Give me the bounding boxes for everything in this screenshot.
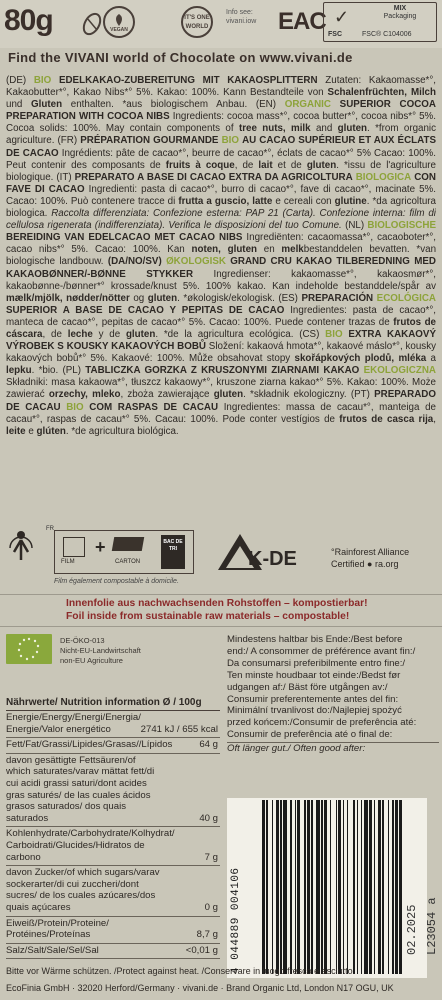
film-label: FILM bbox=[61, 559, 75, 565]
ingredients-paragraph: (DE) BIO EDELKAKAO-ZUBEREITUNG MIT KAKAOSPLITTERN Zutaten: Kakaomasse*°, Kakaobutter*°, Kakao Nibs*° 5%. Kakao: 100%. Kann Bestandteile von Schalenfrüchten, Milch und Gluten enthalten. *aus biologischem Anbau. (EN) ORGANIC SUPERIOR COCOA PREPARATION WITH COCOA NIBS Ingredients: cocoa mass*°, cocoa butter*°, cocoa nibs*° 5%. Cocoa solids: 100%. May contain components of tree nuts, milk and gluten. *from organic agriculture. (FR) PRÉPARATION GOURMANDE BIO AU CACAO SUPÉRIEUR ET AUX ÉCLATS DE CACAO Ingrédients: pâte de cacao*°, beurre de cacao*°, éclats de cacao*° 5% Cacao: 100%. Peut contenir des composants de fruits à coque, de lait et de gluten. *issu de l'agriculture biologique. (IT) PREPARATO A BASE DI CACAO EXTRA DA AGRICOLTURA BIOLOGICA CON FAVE DI CACAO Ingredienti: pasta di cacao*°, burro di cacao*°, fave di cacao*°, macinate 5%. Cacao: 100%. Può contenere tracce di frutta a guscio, latte e cereali con glutine. *da agricoltura biologica. Raccolta differenziata: Confezione esterna: PAP 21 (Carta). Confezione interna: film di cellulosa rigenerata (indifferenziata). Verifica le disposizioni del tuo Comune. (NL) BIOLOGISCHE BEREIDING VAN EDELCACAO MET CACAO NIBS Ingrediënten: cacaomassa*°, cacaoboter*°, cacao nibs*° 5%. Cacao: 100%. Kan noten, gluten en melkbestanddelen bevatten. *van biologische landbouw. (DA/NO/SV) ØKOLOGISK GRAND CRU KAKAO TILBEREDNING MED KAKAOBØNNER/-BØNNE STYKKER Ingredienser: kakaomasse*°, kakaosmør*°, kakaobønne-/bønner*° krossade/knust 5%. 100% kakao. Kan indeholde bestanddele/spår av mælk/mjölk, nødder/nötter og gluten. *økologisk/ekologisk. (ES) PREPARACIÓN ECOLÓGICA SUPERIOR A BASE DE CACAO Y PEPITAS DE CACAO Ingredientes: pasta de cacao*°, manteca de cacao*°, pepitas de cacao*° 5%. Cacao: 100%. Puede contener trazas de frutos de cáscara, de leche y de gluten. *de la agricultura ecológica. (CS) BIO EXTRA KAKAOVÝ VÝROBEK S KOUSKY KAKAOVÝCH BOBŮ Složení: kakaová hmota*°, kakaové máslo*°, kousky kakaových bobů*° 5%. Kakaové: 100%. Může obsahovat stopy skořápkových plodů, mléka a lepku. *bio. (PL) TABLICZKA GORZKA Z KRUSZONYMI ZIARNAMI KAKAO EKOLOGICZNA Składniki: masa kakaowa*°, tłuszcz kakaowy*°, kruszone ziarna kakao*° 5%. Kakao: 100%. Może zawierać orzechy, mleko, zboża zawierające gluten. *składnik ekologiczny. (PT) PREPARADO DE CACAU BIO COM RASPAS DE CACAU Ingredientes: massa de cacau*°, manteiga de cacau*°, raspas de cacau*° 5%. Cacau: 100%. Pode conter vestígios de frutos de casca rija, leite e glúten. *de agricultura biológica. bbox=[6, 75, 436, 437]
barcode-bar bbox=[290, 800, 291, 974]
vegan-label: VEGAN bbox=[110, 27, 128, 33]
barcode-bar bbox=[304, 800, 305, 974]
nutrition-header: Nährwerte/ Nutrition information Ø / 100g bbox=[6, 697, 220, 711]
film-compost-note: Film également compostable à domicile. bbox=[54, 578, 179, 585]
barcode-bar bbox=[357, 800, 358, 974]
best-before-lines bbox=[227, 634, 439, 741]
lot-number: L23054 a bbox=[425, 897, 439, 955]
barcode-bar bbox=[347, 800, 348, 974]
barcode-bar bbox=[276, 800, 279, 974]
best-before-line: Minimální trvanlivost do:/Najlepiej spożyć bbox=[227, 705, 402, 717]
nutrition-label: Kohlenhydrate/Carbohydrate/Kolhydrat/ Carboidrati/Glucides/Hidratos de carbono bbox=[6, 828, 175, 863]
barcode-bar bbox=[361, 800, 362, 974]
barcode-bar bbox=[388, 800, 389, 974]
one-world-logo: IT'S ONE WORLD bbox=[181, 6, 213, 38]
barcode-bar bbox=[297, 800, 300, 974]
film-icon bbox=[63, 537, 85, 557]
info-see-label: Info see: bbox=[226, 9, 253, 16]
nutrition-row bbox=[6, 827, 220, 866]
barcode-number: 4 044889 004106 bbox=[230, 867, 242, 974]
website-tagline: Find the VIVANI world of Chocolate on www.vivani.de bbox=[8, 50, 353, 65]
best-before-date: 02.2025 bbox=[405, 904, 419, 955]
vegan-logo bbox=[103, 6, 135, 38]
barcode-bar bbox=[295, 800, 296, 974]
nutrition-value: 7 g bbox=[204, 851, 218, 863]
recycling-infobox bbox=[54, 530, 194, 574]
barcode-bar bbox=[374, 800, 375, 974]
best-before-text bbox=[227, 634, 439, 755]
barcode-bar bbox=[378, 800, 381, 974]
kde-mark: K-DE bbox=[248, 548, 297, 570]
divider bbox=[0, 594, 442, 595]
nutrition-value: 40 g bbox=[199, 812, 218, 824]
nutrition-row bbox=[6, 754, 220, 828]
eu-organic-leaf-icon bbox=[6, 634, 52, 664]
best-before-line: end:/ A consommer de préférence avant fin:/ bbox=[227, 645, 416, 657]
barcode-bar bbox=[280, 800, 281, 974]
carton-label: CARTON bbox=[115, 559, 141, 565]
rainforest-alliance bbox=[331, 546, 409, 570]
fsc-mix-text bbox=[366, 5, 434, 21]
compost-line-en: Foil inside from sustainable raw materials – compostable! bbox=[66, 611, 350, 622]
barcode-bar bbox=[330, 800, 331, 974]
nutrition-value: 8,7 g bbox=[196, 929, 218, 941]
nutrition-row bbox=[6, 866, 220, 916]
nutrition-label: Fett/Fat/Grassi/Lipides/Grasas//Lípidos bbox=[6, 739, 173, 751]
barcode bbox=[262, 800, 402, 974]
best-before-line: Ten minste houdbaar tot einde:/Bedst før bbox=[227, 669, 401, 681]
nutrition-label: Salz/Salt/Sale/Sel/Sal bbox=[6, 944, 99, 956]
nutrition-value: <0,01 g bbox=[185, 944, 218, 956]
fr-badge: FR bbox=[46, 526, 54, 532]
barcode-bar bbox=[382, 800, 383, 974]
barcode-bar bbox=[338, 800, 341, 974]
nutrition-row bbox=[6, 738, 220, 754]
carton-icon bbox=[112, 537, 144, 551]
organic-control-text bbox=[60, 636, 141, 666]
nutrition-row bbox=[6, 944, 220, 960]
manufacturer-address: EcoFinia GmbH · 32020 Herford/Germany · vivani.de · Brand Organic Ltd, London N17 OGU, UK bbox=[6, 983, 394, 993]
storage-note: Bitte vor Wärme schützen. /Protect against heat. /Conservare in luogo fresco e asciutto. bbox=[6, 966, 356, 976]
barcode-bar bbox=[364, 800, 368, 974]
best-before-line: Da consumarsi preferibilmente entro fine:/ bbox=[227, 657, 406, 669]
fsc-mix: MIX bbox=[393, 5, 407, 12]
fsc-code: FSC® C104006 bbox=[362, 31, 412, 38]
barcode-bar bbox=[321, 800, 322, 974]
nutrition-label: davon gesättigte Fettsäuren/of which saturates/varav mättat fett/di cui acidi grassi saturi/dont acides gras saturés/ de las cuales ácidos grasos saturados/ dos quais saturados bbox=[6, 754, 155, 824]
barcode-bar bbox=[311, 800, 312, 974]
best-before-line: przed końcem:/Consumir de preferência até: bbox=[227, 717, 417, 729]
info-see-site: vivani.iow bbox=[226, 18, 257, 25]
info-see bbox=[226, 8, 256, 26]
nutrition-row bbox=[6, 711, 220, 738]
organic-code: DE-ÖKO-013 bbox=[60, 636, 105, 645]
nutrition-value: 0 g bbox=[204, 901, 218, 913]
barcode-bar bbox=[343, 800, 344, 974]
barcode-bar bbox=[316, 800, 320, 974]
tree-icon: ✓ bbox=[334, 7, 350, 27]
triman-icon bbox=[8, 530, 34, 562]
barcode-bar bbox=[399, 800, 402, 974]
barcode-bar bbox=[369, 800, 372, 974]
barcode-bar bbox=[262, 800, 265, 974]
net-weight: 80g bbox=[4, 4, 53, 37]
sorting-bin-icon: BAC DE TRI bbox=[161, 535, 185, 569]
nutrition-value: 2741 kJ / 655 kcal bbox=[140, 723, 218, 735]
best-before-last: Oft länger gut./ Often good after: bbox=[227, 742, 439, 755]
divider bbox=[0, 626, 442, 627]
nutrition-table bbox=[6, 697, 220, 959]
nutrition-row bbox=[6, 917, 220, 944]
ra-line2: Certified ● ra.org bbox=[331, 559, 399, 569]
plus-icon: + bbox=[95, 537, 106, 557]
nutrition-label: Energie/Energy/Energi/Energia/ Energie/Valor energético bbox=[6, 712, 141, 735]
organic-line2: Nicht-EU-Landwirtschaft bbox=[60, 646, 141, 655]
ingredients-text bbox=[6, 75, 436, 525]
fsc-label: FSC bbox=[328, 31, 342, 38]
nutrition-value: 64 g bbox=[199, 739, 218, 751]
best-before-line: udgangen af:/ Bäst före utgången av:/ bbox=[227, 681, 388, 693]
nutrition-label: davon Zucker/of which sugars/varav sockerarter/di cui zuccheri/dont sucres/ de los cuales azúcares/dos quais açúcares bbox=[6, 867, 160, 913]
barcode-bar bbox=[307, 800, 310, 974]
barcode-bar bbox=[272, 800, 273, 974]
barcode-bar bbox=[353, 800, 356, 974]
barcode-bar bbox=[266, 800, 267, 974]
best-before-line: Mindestens haltbar bis Ende:/Best before bbox=[227, 634, 403, 645]
barcode-bar bbox=[324, 800, 327, 974]
fsc-logo bbox=[323, 2, 437, 42]
barcode-bar bbox=[395, 800, 398, 974]
fsc-packaging: Packaging bbox=[383, 13, 417, 20]
eac-mark: EAC bbox=[278, 8, 326, 35]
compost-line-de: Innenfolie aus nachwachsenden Rohstoffen – kompostierbar! bbox=[66, 598, 368, 609]
ra-line1: °Rainforest Alliance bbox=[331, 547, 410, 557]
nutrition-rows bbox=[6, 711, 220, 959]
barcode-bar bbox=[283, 800, 287, 974]
nutrition-label: Eiweiß/Protein/Proteine/ Protéines/Proteínas bbox=[6, 917, 109, 941]
organic-line3: non-EU Agriculture bbox=[60, 656, 123, 665]
best-before-line: Consumir preferentemente antes del fin: bbox=[227, 693, 399, 705]
barcode-bar bbox=[392, 800, 393, 974]
barcode-bar bbox=[336, 800, 337, 974]
best-before-line: Consumir de preferência até o final de: bbox=[227, 729, 393, 741]
